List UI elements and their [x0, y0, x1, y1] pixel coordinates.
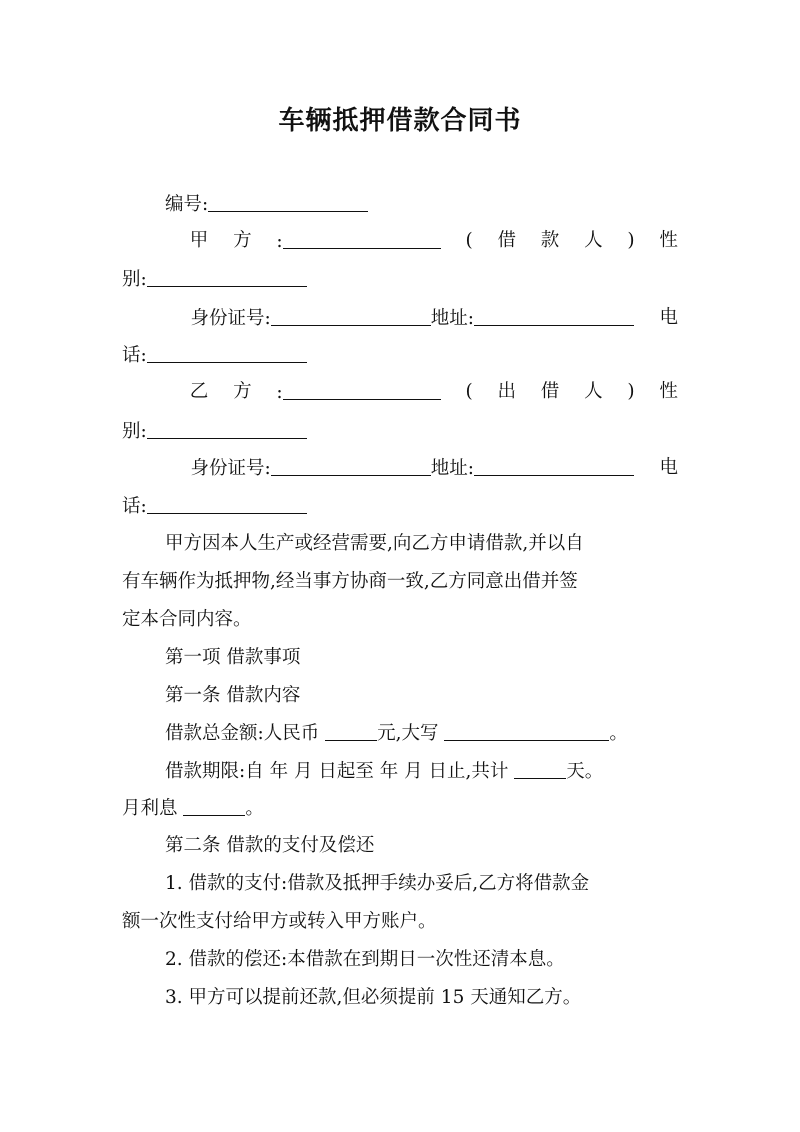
- item-1-line-2: 额一次性支付给甲方或转入甲方账户。: [122, 911, 437, 932]
- party-a-gender-label: 别:: [122, 269, 147, 290]
- party-b-gender-line: [122, 420, 307, 443]
- loan-term-line: [165, 760, 603, 783]
- loan-amount-end: 。: [609, 723, 628, 744]
- party-a-address-blank[interactable]: [474, 307, 634, 326]
- party-b-paren-close: ): [627, 381, 635, 402]
- party-b-gender-blank[interactable]: [147, 420, 307, 439]
- party-a-role-char1: 借: [497, 230, 516, 251]
- party-b-line: [122, 381, 678, 404]
- party-a-line: [122, 230, 678, 253]
- intro-line-2: 有车辆作为抵押物,经当事方协商一致,乙方同意出借并签: [122, 571, 578, 592]
- interest-end: 。: [245, 798, 264, 819]
- party-b-id-blank[interactable]: [271, 457, 431, 476]
- party-a-paren-close: ): [627, 230, 635, 251]
- intro-line-1: 甲方因本人生产或经营需要,向乙方申请借款,并以自: [165, 533, 584, 554]
- loan-term-end: 天。: [566, 761, 604, 782]
- party-b-role-char1: 出: [497, 381, 516, 402]
- interest-prefix: 月利息: [122, 798, 184, 819]
- party-a-phone-blank[interactable]: [147, 344, 307, 363]
- party-a-phone-first: 电: [659, 307, 678, 328]
- interest-blank[interactable]: [183, 797, 245, 816]
- party-a-name-blank[interactable]: [283, 230, 441, 249]
- party-a-address-label: 地址:: [430, 308, 474, 329]
- party-b-address-label: 地址:: [430, 458, 474, 479]
- loan-amount-prefix: 借款总金额:人民币: [165, 723, 326, 744]
- party-b-char2: 方: [233, 381, 252, 402]
- number-label: 编号:: [165, 194, 209, 215]
- loan-amount-mid: 元,大写: [377, 723, 445, 744]
- party-a-char2: 方: [233, 230, 252, 251]
- intro-line-3: 定本合同内容。: [122, 609, 252, 630]
- party-b-id-label: 身份证号:: [190, 458, 271, 479]
- item-3: 3. 甲方可以提前还款,但必须提前 15 天通知乙方。: [165, 987, 582, 1008]
- party-a-role-char3: 人: [584, 230, 603, 251]
- party-b-phone-first: 电: [659, 457, 678, 478]
- article-2-heading: 第二条 借款的支付及偿还: [165, 835, 375, 856]
- item-1-line-1: 1. 借款的支付:借款及抵押手续办妥后,乙方将借款金: [165, 873, 590, 894]
- item-2: 2. 借款的偿还:本借款在到期日一次性还清本息。: [165, 949, 565, 970]
- party-b-phone-blank[interactable]: [147, 495, 307, 514]
- party-b-colon: :: [276, 382, 283, 403]
- party-a-id-blank[interactable]: [271, 307, 431, 326]
- party-a-paren-open: (: [465, 230, 473, 251]
- party-b-role-char2: 借: [540, 381, 560, 402]
- party-b-gender-label: 别:: [122, 421, 147, 442]
- article-1-heading: 第一条 借款内容: [165, 685, 301, 706]
- party-b-char1: 乙: [189, 381, 209, 402]
- party-b-paren-open: (: [465, 381, 473, 402]
- party-b-id-line: [122, 457, 678, 480]
- loan-amount-line: [165, 722, 628, 745]
- loan-amount-words-blank[interactable]: [444, 722, 609, 741]
- party-a-role-char2: 款: [540, 230, 560, 251]
- party-a-id-label: 身份证号:: [190, 308, 271, 329]
- party-a-colon: :: [276, 231, 283, 252]
- party-a-gender-line: [122, 268, 307, 291]
- party-b-phone-line: [122, 495, 307, 518]
- contract-number-line: [165, 193, 368, 216]
- party-b-address-blank[interactable]: [474, 457, 634, 476]
- party-b-phone-label: 话:: [122, 496, 147, 517]
- loan-term-prefix: 借款期限:自 年 月 日起至 年 月 日止,共计: [165, 761, 515, 782]
- party-b-gender-first: 性: [659, 381, 678, 402]
- party-a-phone-line: [122, 344, 307, 367]
- loan-amount-number-blank[interactable]: [325, 722, 377, 741]
- party-a-gender-blank[interactable]: [147, 268, 307, 287]
- interest-line: [122, 797, 264, 820]
- party-b-name-blank[interactable]: [283, 381, 441, 400]
- loan-term-days-blank[interactable]: [514, 760, 566, 779]
- party-a-gender-first: 性: [659, 230, 678, 251]
- party-a-phone-label: 话:: [122, 345, 147, 366]
- section-1-heading: 第一项 借款事项: [165, 647, 301, 668]
- document-title: 车辆抵押借款合同书: [278, 106, 522, 136]
- number-blank[interactable]: [208, 193, 368, 212]
- party-a-id-line: [122, 307, 678, 330]
- party-a-char1: 甲: [189, 230, 209, 251]
- party-b-role-char3: 人: [584, 381, 603, 402]
